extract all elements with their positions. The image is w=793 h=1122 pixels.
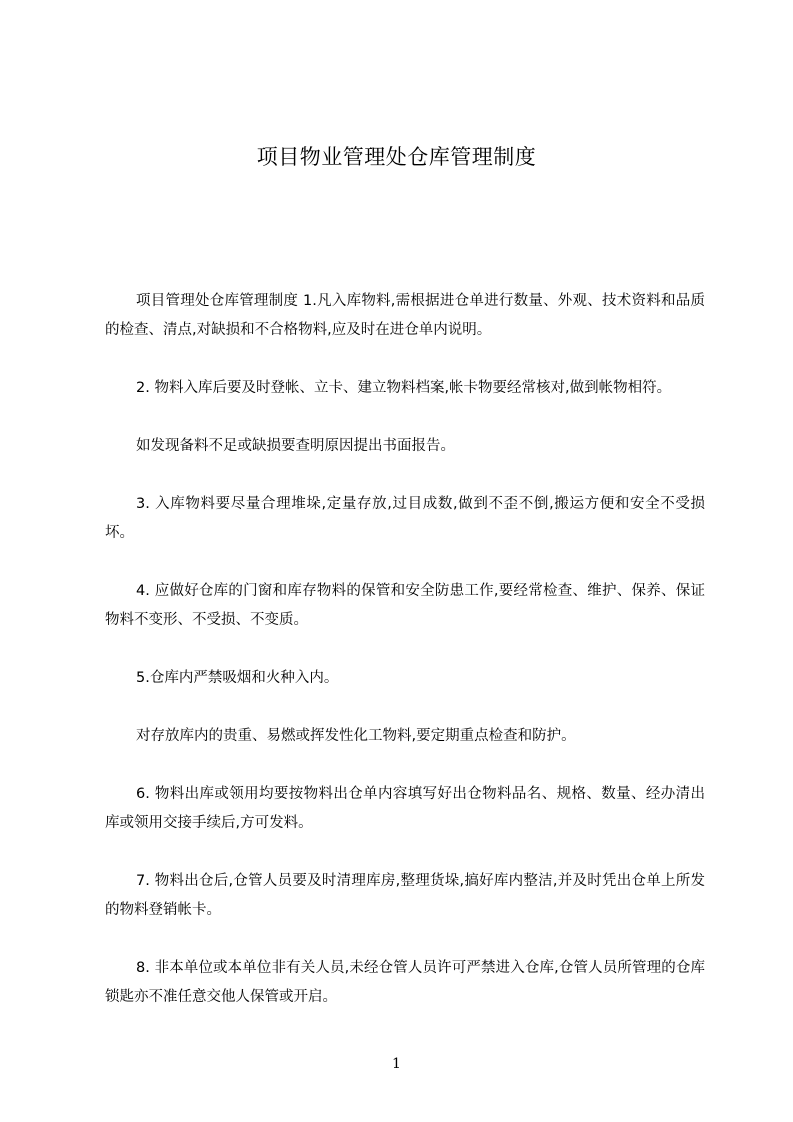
paragraph-7: 对存放库内的贵重、易燃或挥发性化工物料,要定期重点检查和防护。 [136, 728, 576, 744]
paragraph-2: 2. 物料入库后要及时登帐、立卡、建立物料档案,帐卡物要经常核对,做到帐物相符。 [136, 380, 672, 396]
paragraph-8: 6. 物料出库或领用均要按物料出仓单内容填写好出仓物料品名、规格、数量、经办清出库或领用交接手续后,方可发料。 [105, 786, 705, 831]
paragraph-4: 3. 入库物料要尽量合理堆垛,定量存放,过目成数,做到不歪不倒,搬运方便和安全不受损坏。 [105, 496, 705, 541]
paragraph-1: 项目管理处仓库管理制度 1.凡入库物料,需根据进仓单进行数量、外观、技术资料和品质的检查、清点,对缺损和不合格物料,应及时在进仓单内说明。 [105, 293, 705, 338]
paragraph-10: 8. 非本单位或本单位非有关人员,未经仓管人员许可严禁进入仓库,仓管人员所管理的仓库锁匙亦不准任意交他人保管或开启。 [105, 960, 705, 1005]
document-title: 项目物业管理处仓库管理制度 [256, 145, 537, 169]
page-number: 1 [392, 1056, 401, 1072]
document-body [105, 287, 705, 1041]
paragraph-9: 7. 物料出仓后,仓管人员要及时清理库房,整理货垛,搞好库内整洁,并及时凭出仓单上所发的物料登销帐卡。 [105, 873, 705, 918]
paragraph-3: 如发现备料不足或缺损要查明原因提出书面报告。 [136, 438, 455, 454]
paragraph-6: 5.仓库内严禁吸烟和火种入内。 [136, 670, 339, 686]
paragraph-5: 4. 应做好仓库的门窗和库存物料的保管和安全防患工作,要经常检查、维护、保养、保证物料不变形、不受损、不变质。 [105, 583, 705, 628]
